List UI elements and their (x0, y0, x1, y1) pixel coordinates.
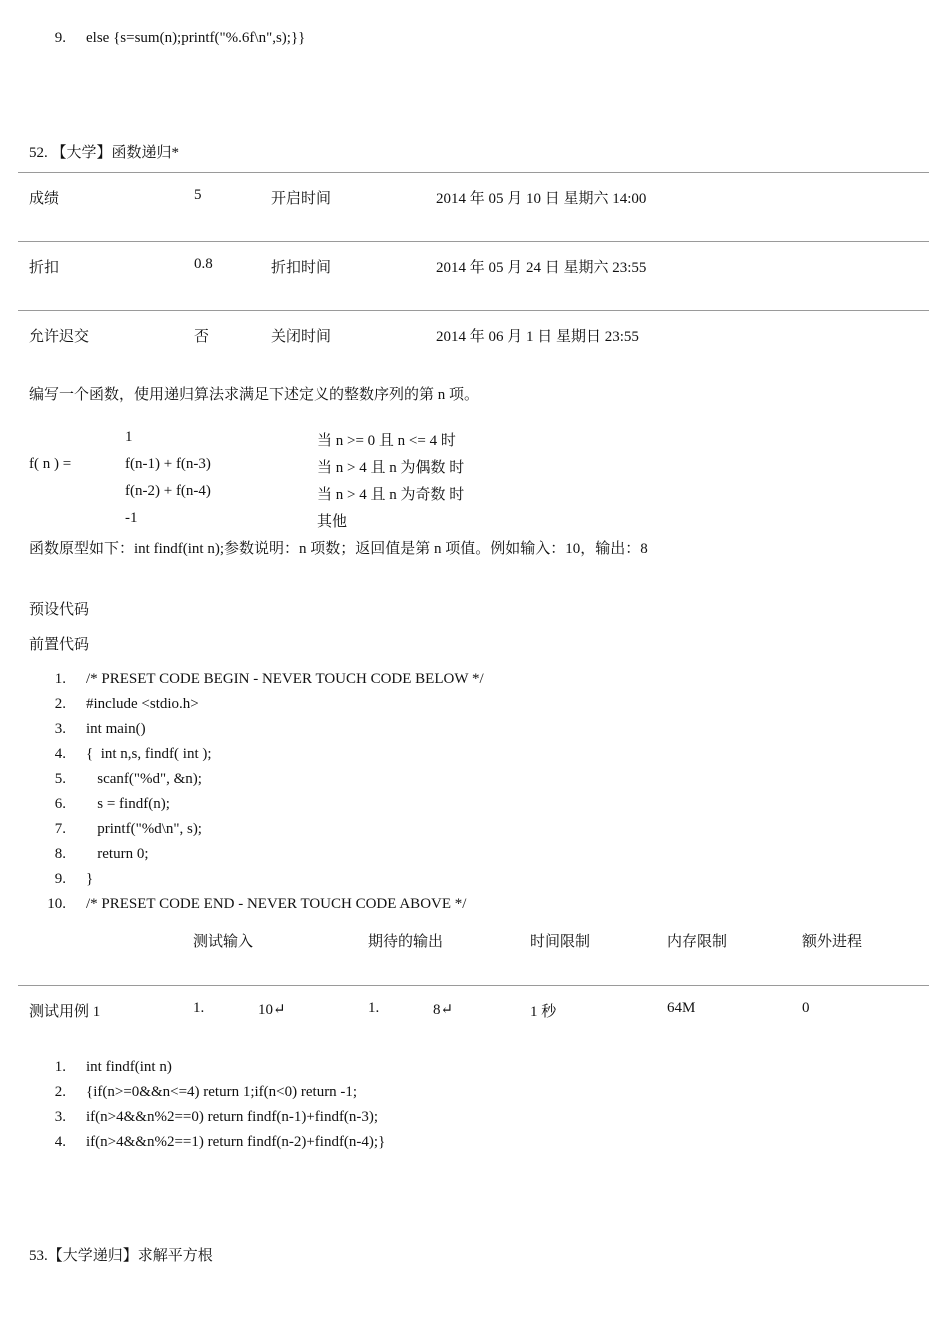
code-line: scanf("%d", &n); (86, 771, 202, 787)
test-header: 测试输入 (193, 934, 254, 950)
code-line: else {s=sum(n);printf("%.6f\n",s);}} (86, 30, 306, 46)
line-number: 10. (47, 896, 66, 912)
problem-description: 编写一个函数，使用递归算法求满足下述定义的整数序列的第 n 项。 (29, 387, 480, 403)
test-input-value: 10↵ (258, 1002, 286, 1018)
line-number: 8. (54, 846, 66, 862)
test-header: 时间限制 (530, 934, 591, 950)
formula-cond: 当 n > 4 且 n 为偶数 时 (317, 460, 465, 476)
info-value: 0.8 (194, 256, 213, 272)
test-extra-process: 0 (802, 1000, 810, 1016)
info-label: 开启时间 (271, 191, 332, 207)
info-value: 5 (194, 187, 202, 203)
function-prototype: 函数原型如下：int findf(int n);参数说明：n 项数；返回值是第 n 项值。例如输入：10，输出：8 (29, 541, 648, 557)
code-line: } (86, 871, 94, 887)
test-memory-limit: 64M (667, 1000, 696, 1016)
line-number: 9. (54, 30, 66, 46)
info-label: 关闭时间 (271, 329, 332, 345)
table-divider (18, 172, 929, 173)
formula-lhs: f( n ) = (29, 456, 72, 472)
code-line: #include <stdio.h> (86, 696, 199, 712)
code-line: int main() (86, 721, 146, 737)
code-line: return 0; (86, 846, 149, 862)
line-number: 3. (54, 721, 66, 737)
table-divider (18, 241, 929, 242)
info-value: 2014 年 06 月 1 日 星期日 23:55 (436, 329, 639, 345)
code-line: if(n>4&&n%2==1) return findf(n-2)+findf(n-4);} (86, 1134, 386, 1150)
info-value: 2014 年 05 月 24 日 星期六 23:55 (436, 260, 647, 276)
code-line: {if(n>=0&&n<=4) return 1;if(n<0) return -1; (86, 1084, 358, 1100)
code-line: /* PRESET CODE END - NEVER TOUCH CODE ABOVE */ (86, 896, 467, 912)
line-number: 9. (54, 871, 66, 887)
test-output-num: 1. (368, 1000, 380, 1016)
info-value: 2014 年 05 月 10 日 星期六 14:00 (436, 191, 647, 207)
code-line: s = findf(n); (86, 796, 170, 812)
test-header: 期待的输出 (368, 934, 444, 950)
test-case-name: 测试用例 1 (29, 1004, 101, 1020)
line-number: 4. (54, 1134, 66, 1150)
problem-title: 52. 【大学】函数递归* (29, 145, 180, 161)
formula-expr: f(n-1) + f(n-3) (125, 456, 211, 472)
code-line: if(n>4&&n%2==0) return findf(n-1)+findf(n-3); (86, 1109, 379, 1125)
line-number: 1. (54, 671, 66, 687)
table-divider (18, 310, 929, 311)
line-number: 2. (54, 696, 66, 712)
line-number: 1. (54, 1059, 66, 1075)
formula-cond: 当 n >= 0 且 n <= 4 时 (317, 433, 456, 449)
test-header: 内存限制 (667, 934, 728, 950)
line-number: 6. (54, 796, 66, 812)
line-number: 3. (54, 1109, 66, 1125)
test-input-num: 1. (193, 1000, 205, 1016)
table-divider (18, 985, 929, 986)
formula-expr: f(n-2) + f(n-4) (125, 483, 211, 499)
formula-expr: 1 (125, 429, 133, 445)
line-number: 2. (54, 1084, 66, 1100)
line-number: 7. (54, 821, 66, 837)
code-line: { int n,s, findf( int ); (86, 746, 212, 762)
info-label: 折扣时间 (271, 260, 332, 276)
info-label: 折扣 (29, 260, 60, 276)
info-label: 允许迟交 (29, 329, 90, 345)
formula-cond: 当 n > 4 且 n 为奇数 时 (317, 487, 465, 503)
code-line: int findf(int n) (86, 1059, 172, 1075)
formula-cond: 其他 (317, 514, 348, 530)
code-line: /* PRESET CODE BEGIN - NEVER TOUCH CODE BELOW */ (86, 671, 484, 687)
test-time-limit: 1 秒 (530, 1004, 557, 1020)
problem-title: 53.【大学递归】求解平方根 (29, 1248, 213, 1264)
formula-expr: -1 (125, 510, 138, 526)
line-number: 4. (54, 746, 66, 762)
test-header: 额外进程 (802, 934, 863, 950)
section-label: 前置代码 (29, 637, 90, 653)
code-line: printf("%d\n", s); (86, 821, 202, 837)
line-number: 5. (54, 771, 66, 787)
test-output-value: 8↵ (433, 1002, 454, 1018)
info-value: 否 (194, 329, 210, 345)
info-label: 成绩 (29, 191, 60, 207)
section-label: 预设代码 (29, 602, 90, 618)
